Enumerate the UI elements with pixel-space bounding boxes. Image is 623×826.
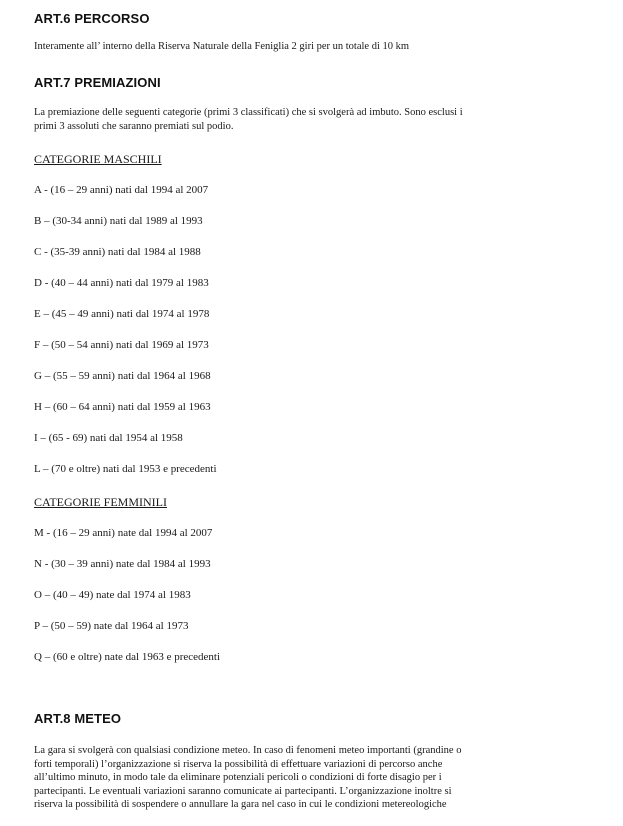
category-item-l: L – (70 e oltre) nati dal 1953 e precedenti (34, 463, 217, 475)
art6-text: Interamente all’ interno della Riserva Naturale della Feniglia 2 giri per un totale di 10 km (34, 41, 410, 52)
category-item-e: E – (45 – 49 anni) nati dal 1974 al 1978 (34, 308, 210, 320)
category-item-m: M - (16 – 29 anni) nate dal 1994 al 2007 (34, 527, 213, 539)
category-item-h: H – (60 – 64 anni) nati dal 1959 al 1963 (34, 401, 211, 413)
category-item-o: O – (40 – 49) nate dal 1974 al 1983 (34, 589, 191, 601)
art7-text-line: La premiazione delle seguenti categorie (primi 3 classificati) che si svolgerà ad imbuto. Sono esclusi i (34, 107, 463, 118)
female-categories-list (34, 526, 220, 681)
category-item-i: I – (65 - 69) nati dal 1954 al 1958 (34, 432, 183, 444)
category-item-p: P – (50 – 59) nate dal 1964 al 1973 (34, 620, 189, 632)
art8-text-line: La gara si svolgerà con qualsiasi condizione meteo. In caso di fenomeni meteo importanti (grandine o (34, 745, 462, 756)
art8-text (34, 744, 590, 812)
category-item-c: C - (35-39 anni) nati dal 1984 al 1988 (34, 246, 201, 258)
art8-text-line: all’ultimo minuto, in modo tale da eliminare potenziali pericoli o condizioni di forte disagio per i (34, 772, 442, 783)
art6-title: ART.6 PERCORSO (34, 11, 150, 26)
male-categories-heading: CATEGORIE MASCHILI (34, 152, 162, 166)
art8-text-line: forti temporali) l’organizzazione si riserva la possibilità di effettuare variazioni di percorso anche (34, 758, 443, 770)
art8-text-line: partecipanti. Le eventuali variazioni saranno comunicate ai partecipanti. L’organizzazione inoltre si (34, 785, 452, 797)
art7-title: ART.7 PREMIAZIONI (34, 75, 161, 90)
art7-text-line: primi 3 assoluti che saranno premiati sul podio. (34, 120, 234, 132)
category-item-n: N - (30 – 39 anni) nate dal 1984 al 1993 (34, 558, 211, 570)
category-item-g: G – (55 – 59 anni) nati dal 1964 al 1968 (34, 370, 211, 382)
male-categories-list (34, 183, 217, 493)
art8-title: ART.8 METEO (34, 711, 122, 726)
category-item-q: Q – (60 e oltre) nate dal 1963 e precedenti (34, 651, 221, 663)
art7-text (34, 106, 590, 133)
art8-text-line: riserva la possibilità di sospendere o annullare la gara nel caso in cui le condizioni metereologiche (34, 799, 447, 810)
category-item-a: A - (16 – 29 anni) nati dal 1994 al 2007 (34, 184, 209, 196)
category-item-f: F – (50 – 54 anni) nati dal 1969 al 1973 (34, 339, 209, 351)
category-item-b: B – (30-34 anni) nati dal 1989 al 1993 (34, 215, 203, 227)
female-categories-heading: CATEGORIE FEMMINILI (34, 495, 167, 509)
category-item-d: D - (40 – 44 anni) nati dal 1979 al 1983 (34, 277, 209, 289)
